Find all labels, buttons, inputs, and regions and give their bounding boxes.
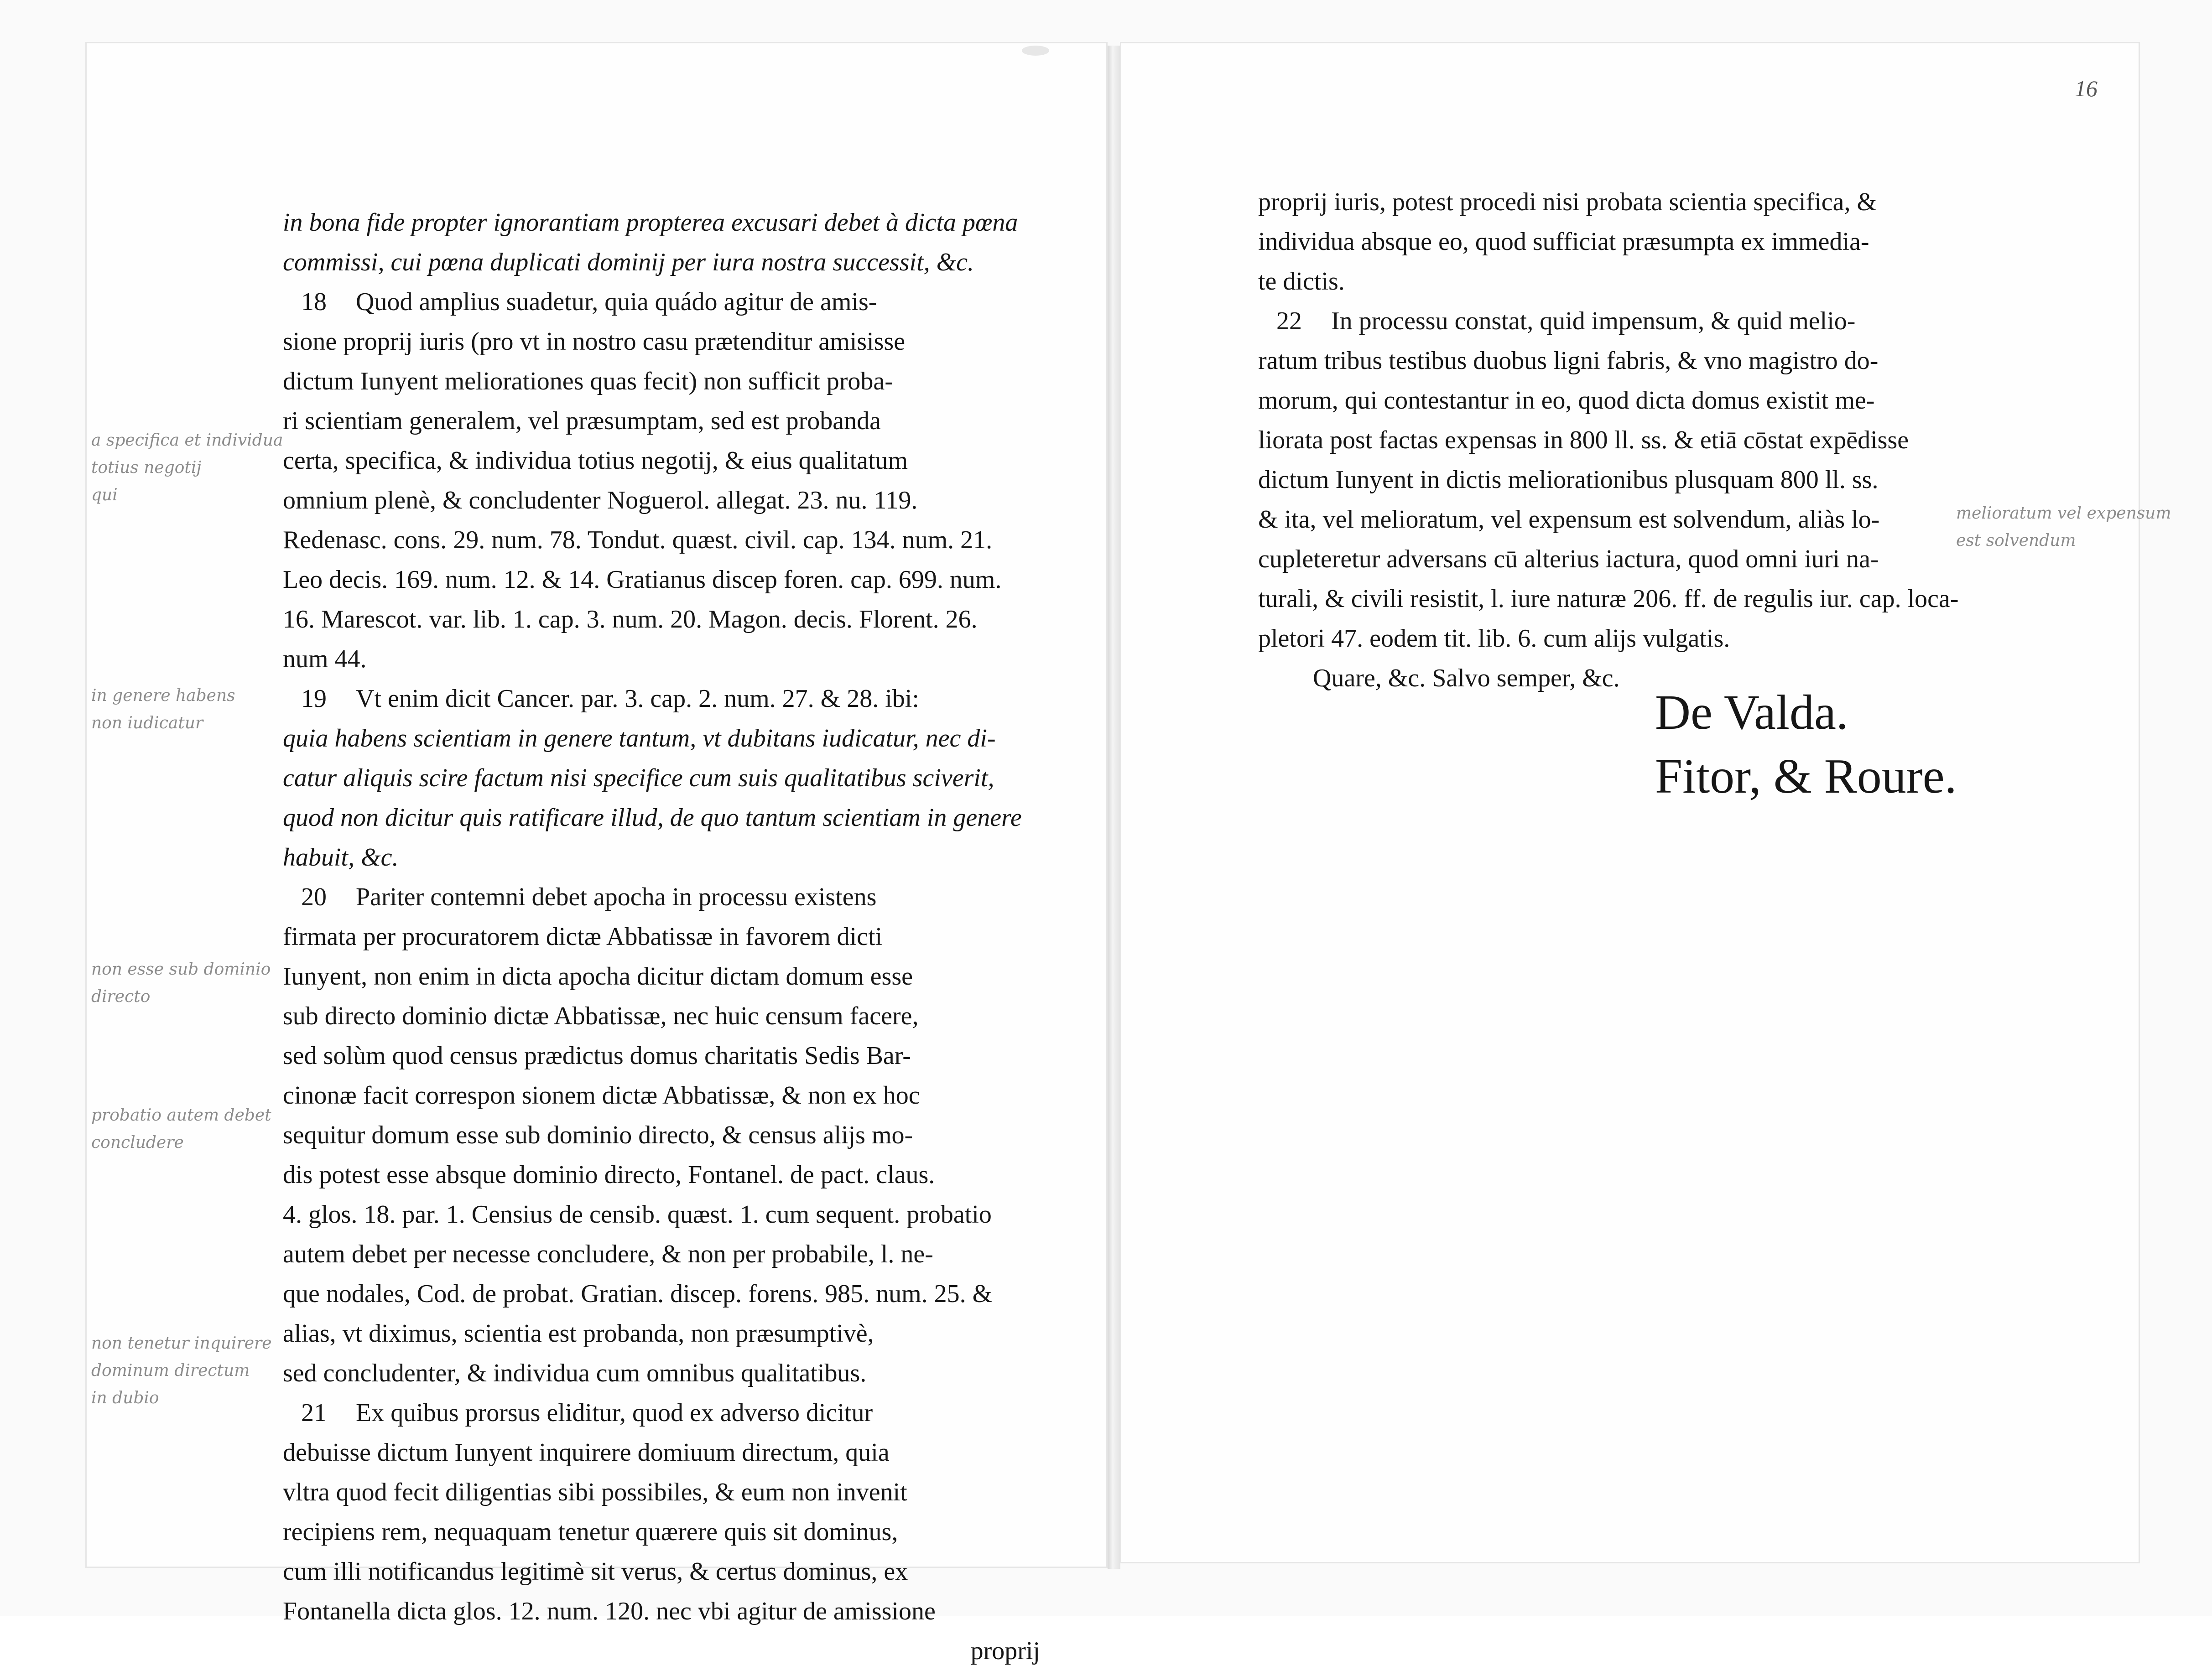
text-line: sequitur domum esse sub dominio directo, & census alijs mo- — [283, 1121, 913, 1149]
text-line: sed concludenter, & individua cum omnibus qualitatibus. — [283, 1359, 867, 1387]
paragraph-number: 18 — [301, 288, 327, 316]
left-text-block — [283, 203, 1049, 1671]
margin-note: concludere — [91, 1133, 184, 1152]
paragraph-number: 20 — [301, 883, 327, 911]
text-line: catur aliquis scire factum nisi specifice cum suis qualitatibus sciverit, — [283, 764, 994, 792]
text-line: liorata post factas expensas in 800 ll. ss. & etiā cōstat expēdisse — [1258, 426, 1909, 454]
text-line: vltra quod fecit diligentias sibi possibiles, & eum non invenit — [283, 1478, 907, 1506]
margin-note: directo — [91, 987, 151, 1006]
text-line: sed solùm quod census prædictus domus charitatis Sedis Bar- — [283, 1042, 911, 1070]
text-line: cinonæ facit correspon sionem dictæ Abbatissæ, & non ex hoc — [283, 1081, 920, 1110]
text-line: cum illi notificandus legitimè sit verus, & certus dominus, ex — [283, 1557, 908, 1586]
text-line: quia habens scientiam in genere tantum, vt dubitans iudicatur, nec di- — [283, 724, 996, 752]
margin-note: qui — [91, 486, 118, 504]
text-line: alias, vt diximus, scientia est probanda, non præsumptivè, — [283, 1319, 874, 1348]
folio-number: 16 — [2075, 76, 2097, 101]
text-line: sub directo dominio dictæ Abbatissæ, nec huic censum facere, — [283, 1002, 919, 1030]
text-line: 22 In processu constat, quid impensum, & quid melio- — [1258, 301, 2084, 341]
margin-note: melioratum vel expensum — [1956, 504, 2171, 523]
signature-line: Fitor, & Roure. — [1655, 749, 1957, 804]
paragraph-number: 19 — [301, 685, 327, 713]
text-line: 18 Quod amplius suadetur, quia quádo agitur de amis- — [283, 282, 1049, 322]
margin-note: in dubio — [91, 1389, 159, 1407]
margin-note: est solvendum — [1956, 531, 2076, 550]
text-line: morum, qui contestantur in eo, quod dicta domus existit me- — [1258, 386, 1875, 415]
text-line: 19 Vt enim dicit Cancer. par. 3. cap. 2. num. 27. & 28. ibi: — [283, 679, 1049, 719]
margin-note: non iudicatur — [91, 714, 203, 732]
text-line: commissi, cui pœna duplicati dominij per iura nostra successit, &c. — [283, 248, 974, 276]
margin-note: in genere habens — [91, 686, 235, 705]
text-line: que nodales, Cod. de probat. Gratian. discep. forens. 985. num. 25. & — [283, 1280, 993, 1308]
text-line: ri scientiam generalem, vel præsumptam, sed est probanda — [283, 407, 881, 435]
text-line: te dictis. — [1258, 267, 1345, 296]
text-line: sione proprij iuris (pro vt in nostro casu prætenditur amisisse — [283, 327, 906, 356]
text-line: proprij iuris, potest procedi nisi probata scientia specifica, & — [1258, 188, 1877, 216]
text-line: 21 Ex quibus prorsus eliditur, quod ex adverso dicitur — [283, 1393, 1049, 1433]
right-page — [1121, 43, 2171, 1562]
text-line: dictum Iunyent in dictis meliorationibus plusquam 800 ll. ss. — [1258, 466, 1879, 494]
text-line: ratum tribus testibus duobus ligni fabris, & vno magistro do- — [1258, 347, 1879, 375]
text-line: habuit, &c. — [283, 843, 399, 872]
text-line: turali, & civili resistit, l. iure naturæ 206. ff. de regulis iur. cap. loca- — [1258, 585, 1959, 613]
text-line: in bona fide propter ignorantiam propterea excusari debet à dicta pœna — [283, 208, 1018, 237]
margin-note: probatio autem debet — [91, 1106, 271, 1125]
margin-note: non esse sub dominio — [91, 960, 271, 979]
paragraph-number: 21 — [301, 1399, 327, 1427]
text-line: & ita, vel melioratum, vel expensum est solvendum, aliàs lo- — [1258, 505, 1880, 534]
text-line: firmata per procuratorem dictæ Abbatissæ in favorem dicti — [283, 923, 883, 951]
text-line: individua absque eo, quod sufficiat præsumpta ex immedia- — [1258, 228, 1869, 256]
text-line: pletori 47. eodem tit. lib. 6. cum alijs vulgatis. — [1258, 624, 1730, 653]
signature-line: De Valda. — [1655, 685, 1848, 740]
text-line: dis potest esse absque dominio directo, Fontanel. de pact. claus. — [283, 1161, 935, 1189]
text-line: debuisse dictum Iunyent inquirere domiuum directum, quia — [283, 1438, 890, 1467]
margin-note: non tenetur inquirere — [91, 1334, 272, 1353]
paragraph-number: 22 — [1276, 307, 1302, 335]
text-line: omnium plenè, & concludenter Noguerol. allegat. 23. nu. 119. — [283, 486, 918, 514]
text-line: 4. glos. 18. par. 1. Censius de censib. quæst. 1. cum sequent. probatio — [283, 1200, 992, 1229]
margin-note: totius negotij — [91, 458, 202, 477]
text-line: Fontanella dicta glos. 12. num. 120. nec vbi agitur de amissione — [283, 1597, 936, 1625]
catchword: proprij — [970, 1637, 1040, 1665]
text-line: autem debet per necesse concludere, & non per probabile, l. ne- — [283, 1240, 933, 1268]
book-gutter — [1108, 46, 1120, 1569]
text-line: Quare, &c. Salvo semper, &c. — [1313, 664, 1620, 692]
scan-smudge — [1022, 46, 1049, 56]
text-line: Leo decis. 169. num. 12. & 14. Gratianus discep foren. cap. 699. num. — [283, 566, 1002, 594]
right-text-block — [1258, 182, 2084, 698]
text-line: cupleteretur adversans cū alterius iactura, quod omni iuri na- — [1258, 545, 1879, 573]
text-line: quod non dicitur quis ratificare illud, de quo tantum scientiam in genere — [283, 804, 1022, 832]
text-line: 20 Pariter contemni debet apocha in processu existens — [283, 877, 1049, 917]
left-page — [87, 43, 1106, 1665]
text-line: num 44. — [283, 645, 367, 673]
text-line: recipiens rem, nequaquam tenetur quærere quis sit dominus, — [283, 1518, 898, 1546]
margin-note: dominum directum — [91, 1361, 250, 1380]
text-line: dictum Iunyent meliorationes quas fecit) non sufficit proba- — [283, 367, 893, 395]
text-line: 16. Marescot. var. lib. 1. cap. 3. num. 20. Magon. decis. Florent. 26. — [283, 605, 978, 633]
text-line: certa, specifica, & individua totius negotij, & eius qualitatum — [283, 446, 908, 475]
text-line: Iunyent, non enim in dicta apocha dicitur dictam domum esse — [283, 962, 913, 991]
margin-note: a specifica et individua — [91, 431, 283, 450]
text-line: Redenasc. cons. 29. num. 78. Tondut. quæst. civil. cap. 134. num. 21. — [283, 526, 993, 554]
